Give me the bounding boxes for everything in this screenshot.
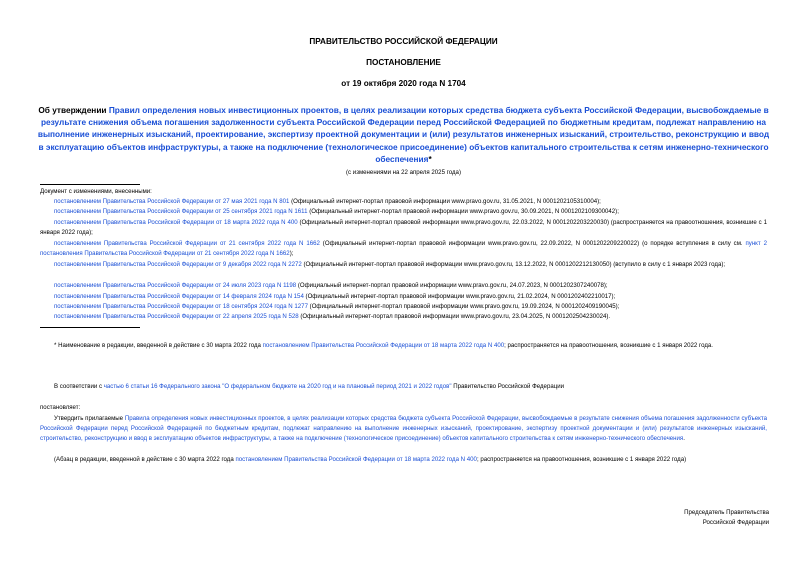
change-text-7: (Официальный интернет-портал правовой информации www.pravo.gov.ru, 21.02.2024, N 0001202402210017);: [303, 293, 616, 300]
basis-law-link[interactable]: частью 6 статьи 16 Федерального закона "О федеральном бюджете на 2020 год и на плановый период 2021 и 2022 годов": [103, 383, 452, 390]
change-link-8[interactable]: постановлением Правительства Российской Федерации от 18 сентября 2024 года N 1277: [54, 303, 308, 310]
title-prefix: Об утверждении: [38, 105, 109, 115]
change-text-5: (Официальный интернет-портал правовой информации www.pravo.gov.ru, 13.12.2022, N 0001202212130050) (вступило в силу с 1 января 2023 года);: [301, 261, 726, 268]
amend-text: (Абзац в редакции, введенной в действие с 30 марта 2022 года: [54, 456, 236, 463]
change-text-3: (Официальный интернет-портал правовой информации www.pravo.gov.ru, 22.03.2022, N 0001202203220030) (распространяется на правоотношения, возникшие с 1 января 2022 года);: [40, 219, 767, 237]
basis-prefix: В соответствии с: [54, 383, 104, 390]
divider-top: [40, 184, 140, 185]
change-link-5[interactable]: постановлением Правительства Российской Федерации от 9 декабря 2022 года N 2272: [54, 261, 302, 268]
change-link-2[interactable]: постановлением Правительства Российской Федерации от 25 сентября 2021 года N 1611: [54, 208, 308, 215]
revision-note: (с изменениями на 22 апреля 2025 года): [346, 169, 461, 176]
approve-prefix: Утвердить прилагаемые: [54, 415, 125, 422]
change-item-6: [40, 281, 767, 291]
change-link-6[interactable]: постановлением Правительства Российской Федерации от 24 июля 2023 года N 1198: [54, 282, 297, 289]
divider-bottom: [40, 327, 140, 328]
change-item-2: [40, 207, 767, 217]
title-rules-link[interactable]: Правил определения новых инвестиционных проектов, в целях реализации которых средства бюджета субъекта Российской Федерации, высвобождаемые в результате снижения объема погашения задолженности субъекта Российской Федерации перед Российской Федерацией по бюджетным кредитам, подлежат направлению на выполнение инженерных изысканий, проектирование, экспертизу проектной документации и (или) результатов инженерных изысканий, строительство, реконструкцию и ввод в эксплуатацию объектов инфраструктуры, а также на подключение (технологическое присоединение) объектов капитального строительства к сетям инженерно-технического обеспечения: [37, 105, 770, 164]
amend-note: [40, 455, 767, 465]
approve-rules-link[interactable]: Правила определения новых инвестиционных проектов, в целях реализации которых средства бюджета субъекта Российской Федерации, высвобождаемые в результате снижения объема погашения задолженности субъекта Российской Федерации перед Российской Федерацией по бюджетным кредитам, подлежат направлению на выполнение инженерных изысканий, проектирование, экспертизу проектной документации и (или) результатов инженерных изысканий, строительство, реконструкцию и ввод в эксплуатацию объектов инфраструктуры, а также на подключение (технологическое присоединение) объектов капитального строительства к сетям инженерно-технического обеспечения: [40, 415, 767, 443]
change-text-1: (Официальный интернет-портал правовой информации www.pravo.gov.ru, 31.05.2021, N 0001202105310004);: [289, 198, 601, 205]
change-item-5: [40, 260, 767, 270]
decree-word: постановляет:: [40, 404, 81, 411]
change-link-3[interactable]: постановлением Правительства Российской Федерации от 18 марта 2022 года N 400: [54, 219, 298, 226]
change-item-1: [40, 197, 767, 207]
approve-paragraph: [40, 414, 767, 445]
change-link-4[interactable]: постановлением Правительства Российской Федерации от 21 сентября 2022 года N 1662: [54, 240, 320, 247]
change-text-4: (Официальный интернет-портал правовой информации www.pravo.gov.ru, 22.09.2022, N 0001202209220022) (о порядке вступления в силу см.: [319, 240, 746, 247]
signature-line-2: Российской Федерации: [702, 519, 769, 526]
footnote-text: * Наименование в редакции, введенной в действие с 30 марта 2022 года: [54, 342, 263, 349]
change-link-7[interactable]: постановлением Правительства Российской Федерации от 14 февраля 2024 года N 154: [54, 293, 304, 300]
date-number-heading: от 19 октября 2020 года N 1704: [341, 79, 466, 88]
change-item-8: [40, 302, 767, 312]
amend-link[interactable]: постановлением Правительства Российской Федерации от 18 марта 2022 года N 400: [235, 456, 477, 463]
footnote-tail: ; распространяется на правоотношения, возникшие с 1 января 2022 года.: [504, 342, 713, 349]
change-item-9: [40, 312, 767, 322]
signature-block: [684, 508, 769, 528]
change-text-8: (Официальный интернет-портал правовой информации www.pravo.gov.ru, 19.09.2024, N 0001202409190045);: [307, 303, 620, 310]
title-footnote-mark: *: [428, 153, 432, 164]
change-item-7: [40, 292, 767, 302]
change-link-4b[interactable]: пункт 2 постановления Правительства Российской Федерации от 21 сентября 2022 года N 1662: [40, 240, 767, 258]
amend-tail: ; распространяется на правоотношения, возникшие с 1 января 2022 года): [476, 456, 687, 463]
basis-paragraph: [40, 382, 767, 392]
change-link-9[interactable]: постановлением Правительства Российской Федерации от 22 апреля 2025 года N 528: [54, 313, 299, 320]
signature-line-1: Председатель Правительства: [684, 509, 769, 516]
approve-suffix: .: [683, 435, 685, 443]
document-type-heading: ПОСТАНОВЛЕНИЕ: [366, 58, 441, 67]
footnote: [40, 341, 767, 351]
change-item-4: [40, 239, 767, 259]
government-heading: ПРАВИТЕЛЬСТВО РОССИЙСКОЙ ФЕДЕРАЦИИ: [309, 37, 498, 46]
document-title: [36, 104, 771, 165]
change-item-3: [40, 218, 767, 238]
basis-suffix: Правительство Российской Федерации: [451, 383, 565, 390]
change-text-9: (Официальный интернет-портал правовой информации www.pravo.gov.ru, 23.04.2025, N 0001202504230024).: [298, 313, 611, 320]
change-text-6: (Официальный интернет-портал правовой информации www.pravo.gov.ru, 24.07.2023, N 0001202307240078);: [296, 282, 608, 289]
change-text-2: (Официальный интернет-портал правовой информации www.pravo.gov.ru, 30.09.2021, N 0001202109300042);: [307, 208, 619, 215]
footnote-link[interactable]: постановлением Правительства Российской Федерации от 18 марта 2022 года N 400: [262, 342, 505, 349]
changes-intro: Документ с изменениями, внесенными:: [40, 188, 152, 195]
change-text-4b: );: [289, 250, 294, 258]
change-link-1[interactable]: постановлением Правительства Российской Федерации от 27 мая 2021 года N 801: [54, 198, 290, 205]
